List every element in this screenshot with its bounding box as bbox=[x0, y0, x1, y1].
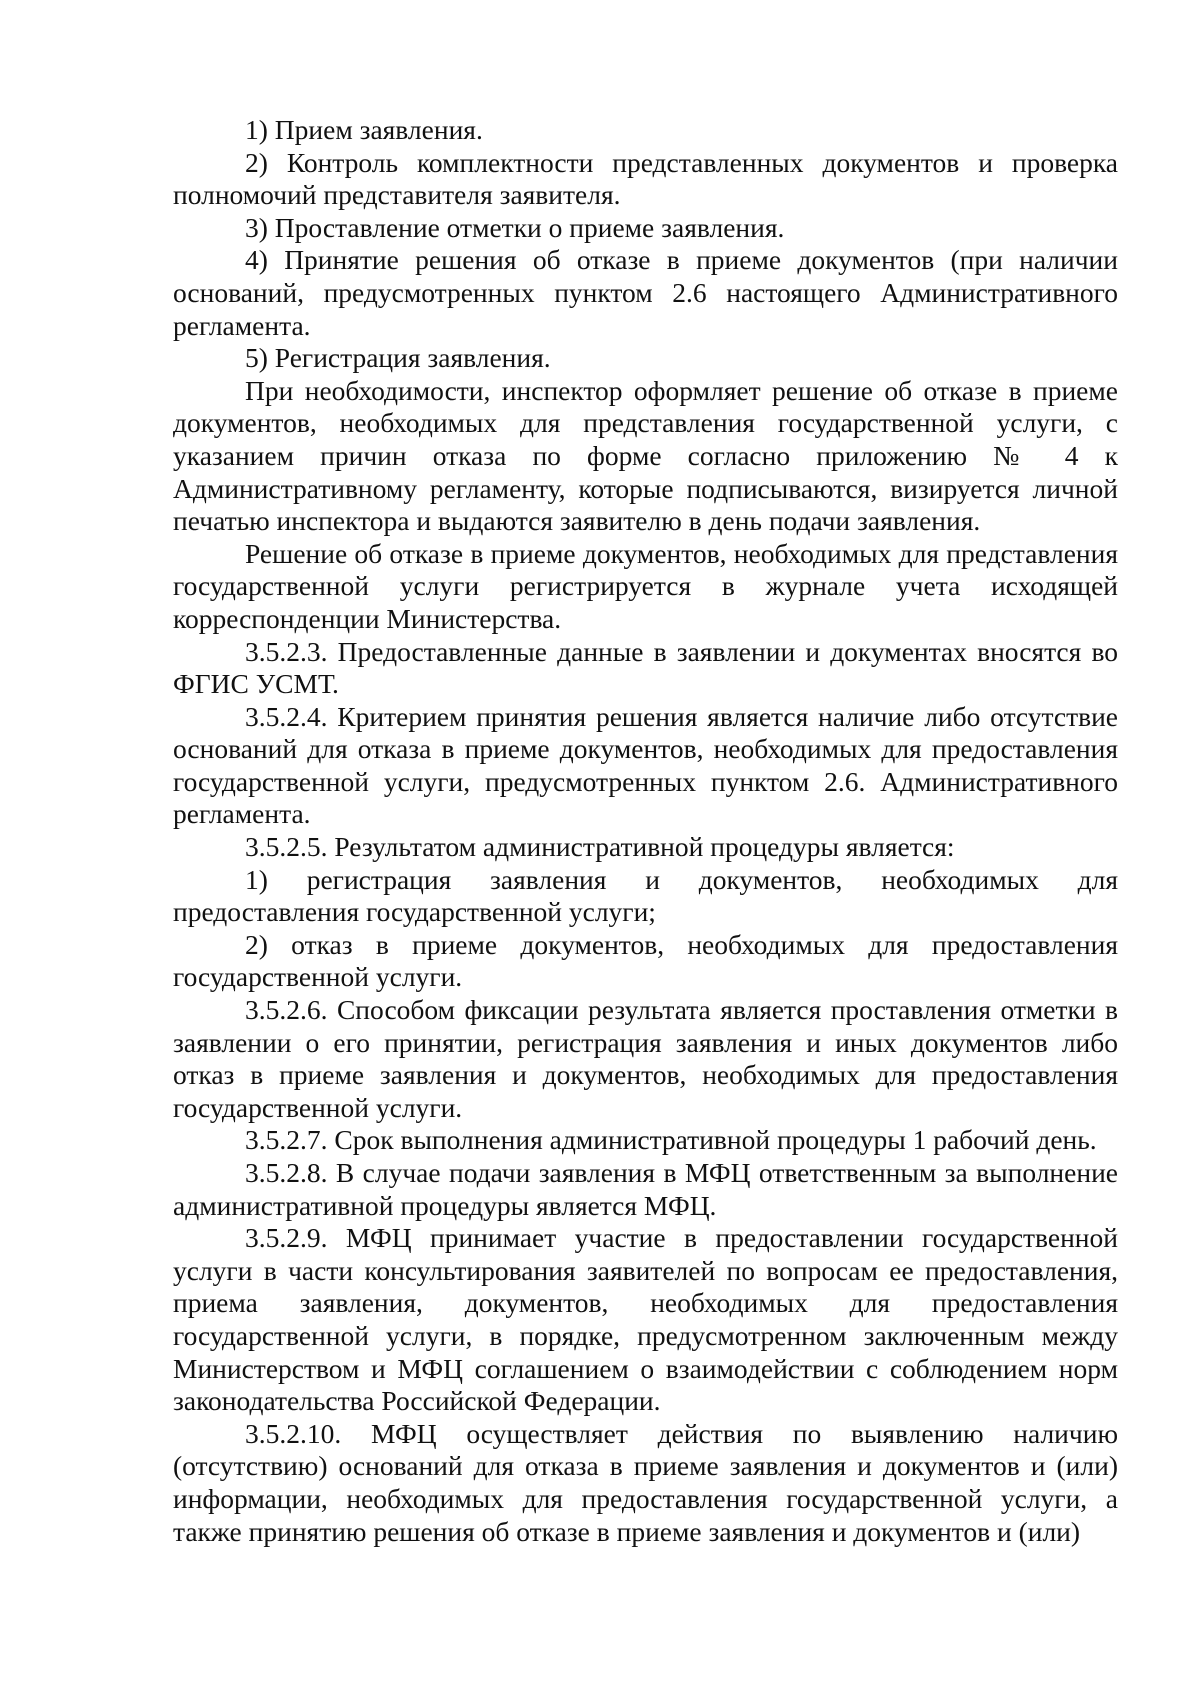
paragraph-step-1: 1) Прием заявления. bbox=[245, 114, 483, 145]
paragraph-3-5-2-10: 3.5.2.10. МФЦ осуществляет действия по выявлению наличию (отсутствию) оснований для отказа в приеме заявления и документов и (или) информации, необходимых для предоставления государственной услуги, а также принятию решения об отказе в приеме заявления и документов и (или) bbox=[173, 1417, 1118, 1547]
paragraph-result-1: 1) регистрация заявления и документов, необходимых для предоставления государственной услуги; bbox=[173, 863, 1118, 928]
paragraph-step-5: 5) Регистрация заявления. bbox=[245, 342, 551, 374]
paragraph-3-5-2-7: 3.5.2.7. Срок выполнения административной процедуры 1 рабочий день. bbox=[245, 1124, 1097, 1156]
paragraph-3-5-2-5: 3.5.2.5. Результатом административной процедуры является: bbox=[245, 831, 955, 863]
paragraph-refusal-registration: Решение об отказе в приеме документов, необходимых для представления государственной услуги регистрируется в журнале учета исходящей корреспонденции Министерства. bbox=[173, 537, 1118, 634]
paragraph-3-5-2-6: 3.5.2.6. Способом фиксации результата является проставления отметки в заявлении о его принятии, регистрация заявления и иных документов либо отказ в приеме заявления и документов, необходимых для предоставления государственной услуги. bbox=[173, 994, 1118, 1123]
paragraph-3-5-2-4: 3.5.2.4. Критерием принятия решения является наличие либо отсутствие оснований для отказа в приеме документов, необходимых для предоставления государственной услуги, предусмотренных пунктом 2.6. Административного регламента. bbox=[173, 700, 1118, 830]
paragraph-result-2: 2) отказ в приеме документов, необходимых для предоставления государственной услуги. bbox=[173, 928, 1118, 993]
paragraph-3-5-2-3: 3.5.2.3. Предоставленные данные в заявлении и документах вносятся во ФГИС УСМТ. bbox=[173, 635, 1118, 700]
paragraph-3-5-2-8: 3.5.2.8. В случае подачи заявления в МФЦ ответственным за выполнение административной процедуры является МФЦ. bbox=[173, 1157, 1118, 1221]
paragraph-3-5-2-9: 3.5.2.9. МФЦ принимает участие в предоставлении государственной услуги в части консультирования заявителей по вопросам ее предоставления, приема заявления, документов, необходимых для предоставления государственной услуги, в порядке, предусмотренном заключенным между Министерством и МФЦ соглашением о взаимодействии с соблюдением норм законодательства Российской Федерации. bbox=[173, 1222, 1118, 1417]
paragraph-step-2: 2) Контроль комплектности представленных документов и проверка полномочий представителя заявителя. bbox=[173, 146, 1118, 211]
paragraph-step-4: 4) Принятие решения об отказе в приеме документов (при наличии оснований, предусмотренных пунктом 2.6 настоящего Административного регламента. bbox=[173, 244, 1118, 341]
paragraph-refusal-decision: При необходимости, инспектор оформляет решение об отказе в приеме документов, необходимых для представления государственной услуги, с указанием причин отказа по форме согласно приложению № 4 к Административному регламенту, которые подписываются, визируется личной печатью инспектора и выдаются заявителю в день подачи заявления. bbox=[173, 374, 1118, 537]
paragraph-step-3: 3) Проставление отметки о приеме заявления. bbox=[245, 211, 785, 243]
document-body bbox=[173, 114, 1118, 1548]
